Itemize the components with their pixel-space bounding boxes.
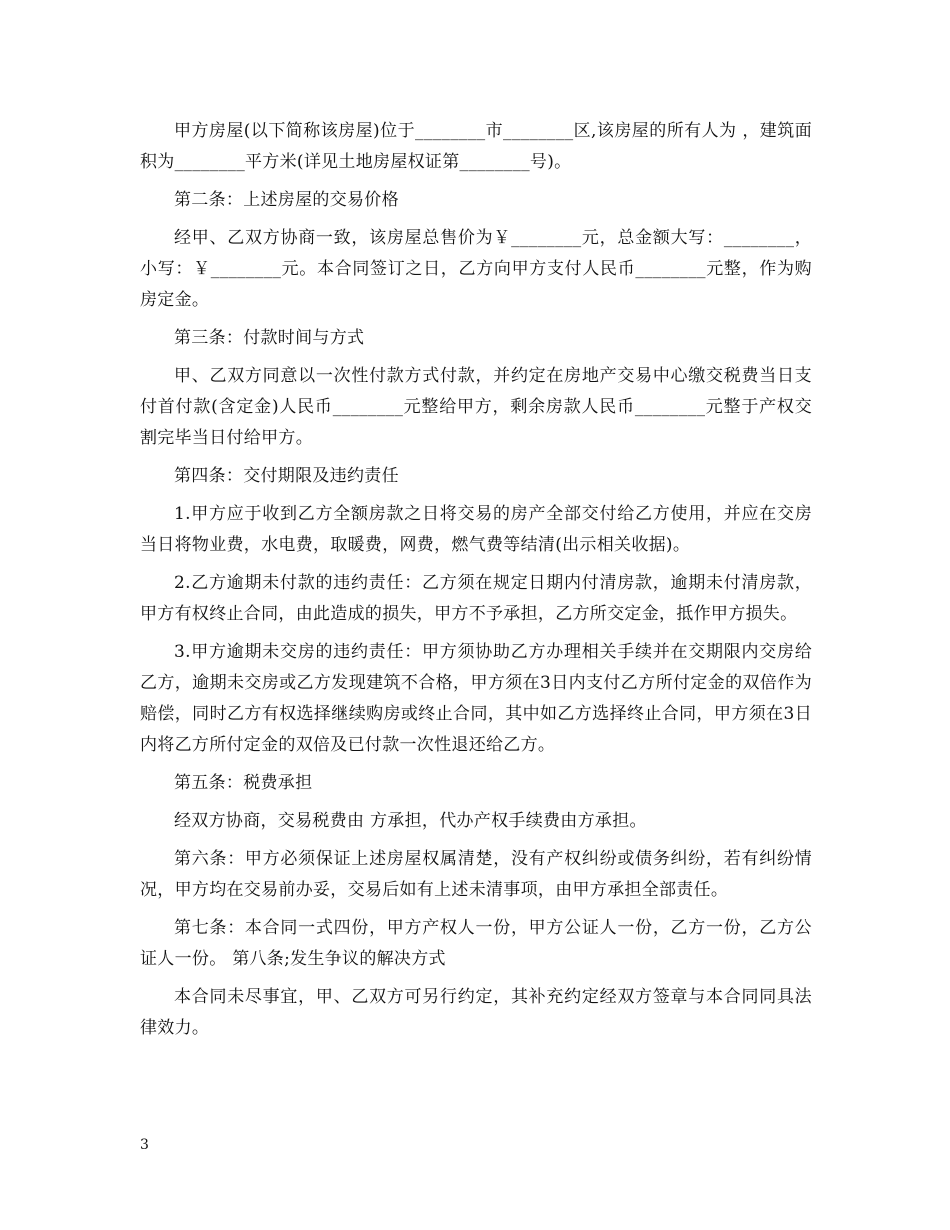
clause-4-1: 1.甲方应于收到乙方全额房款之日将交易的房产全部交付给乙方使用，并应在交房当日将物业费，水电费，取暖费，网费，燃气费等结清(出示相关收据)。 [140, 504, 812, 555]
clause-4-2: 2.乙方逾期未付款的违约责任：乙方须在规定日期内付清房款，逾期未付清房款，甲方有权终止合同，由此造成的损失，甲方不予承担，乙方所交定金，抵作甲方损失。 [140, 573, 812, 624]
heading-article-2: 第二条：上述房屋的交易价格 [174, 190, 399, 210]
heading-article-5: 第五条：税费承担 [174, 773, 313, 793]
document-body [140, 116, 812, 1051]
paragraph-payment: 甲、乙双方同意以一次性付款方式付款，并约定在房地产交易中心缴交税费当日支付首付款(含定金)人民币________元整给甲方，剩余房款人民币________元整于产权交割完毕当日付给甲方。 [140, 366, 812, 448]
clause-4-3: 3.甲方逾期未交房的违约责任：甲方须协助乙方办理相关手续并在交期限内交房给乙方，逾期未交房或乙方发现建筑不合格，甲方须在3日内支付乙方所付定金的双倍作为赔偿，同时乙方有权选择继续购房或终止合同，其中如乙方选择终止合同，甲方须在3日内将乙方所付定金的双倍及已付款一次性退还给乙方。 [140, 642, 812, 755]
paragraph-article-6: 第六条：甲方必须保证上述房屋权属清楚，没有产权纠纷或债务纠纷，若有纠纷情况，甲方均在交易前办妥，交易后如有上述未清事项，由甲方承担全部责任。 [140, 849, 812, 900]
paragraph-property-location: 甲方房屋(以下简称该房屋)位于________市________区,该房屋的所有人为 ，建筑面积为________平方米(详见土地房屋权证第________号)。 [140, 121, 812, 172]
heading-article-4: 第四条：交付期限及违约责任 [174, 466, 399, 486]
page-number: 3 [140, 1137, 149, 1153]
paragraph-article-7-8: 第七条：本合同一式四份，甲方产权人一份，甲方公证人一份，乙方一份，乙方公证人一份。 第八条;发生争议的解决方式 [140, 918, 812, 969]
heading-article-3: 第三条：付款时间与方式 [174, 328, 365, 348]
paragraph-price: 经甲、乙双方协商一致，该房屋总售价为￥________元，总金额大写：________，小写：￥________元。本合同签订之日，乙方向甲方支付人民币________元整，作为购房定金。 [140, 228, 812, 310]
paragraph-supplement: 本合同未尽事宜，甲、乙双方可另行约定，其补充约定经双方签章与本合同同具法律效力。 [140, 987, 812, 1038]
paragraph-taxes: 经双方协商，交易税费由 方承担，代办产权手续费由方承担。 [174, 811, 647, 831]
